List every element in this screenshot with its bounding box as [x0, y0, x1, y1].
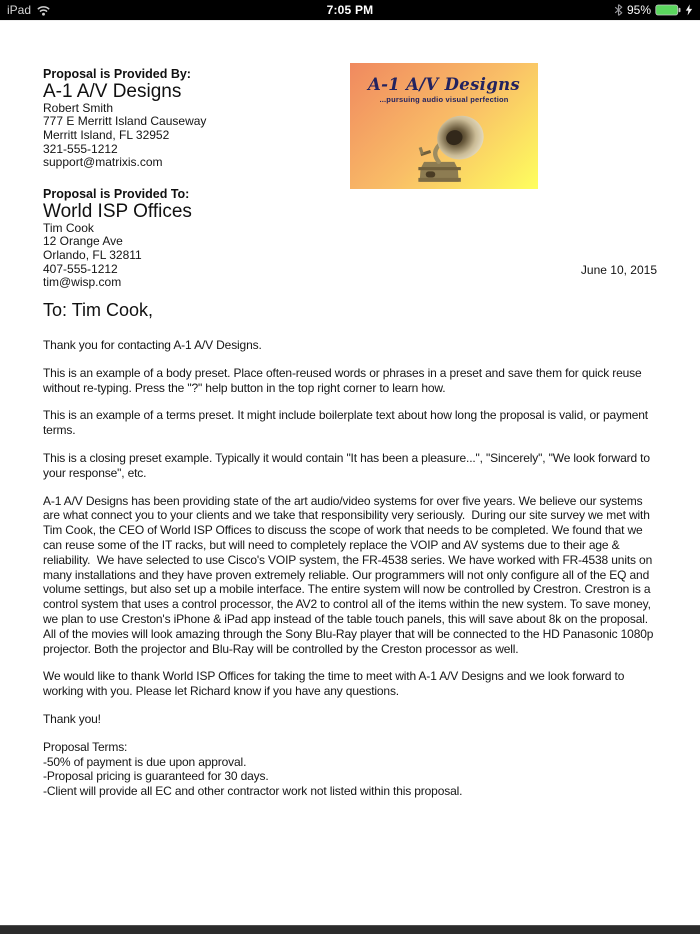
bluetooth-icon [614, 4, 623, 16]
paragraph: A-1 A/V Designs has been providing state of the art audio/video systems for over five years. We believe our systems are what connect you to your clients and we take that responsibility very seriously. During our site survey we met with Tim Cook, the CEO of World ISP Offices to discuss the scope of work that needs to be completed. We found that we can reuse some of the IT racks, but will need to completely replace the VOIP and AV systems due to their age & reliability. We have selected to use Cisco's VOIP system, the FR-4538 series. We have worked with FR-4538 units on many installations and they have proven extremely reliable. Our programmers will not only configure all of the EQ and volume settings, but also set up a mobile interface. The entire system will now be controlled by Crestron. Crestron is a control system that uses a control processor, the AV2 to control all of the items within the new system. To save money, we plan to use Creston's iPhone & iPad app instead of the table touch panels, this will save about 8k on the proposal. All of the movies will look amazing through the Sony Blu-Ray player that will be connected to the HD Panasonic 1080p projector. Both the projector and Blu-Ray will be controlled by the Creston processor as well. [43, 493, 657, 656]
recipient-company-name: World ISP Offices [43, 200, 192, 222]
recipient-label: Proposal is Provided To: [43, 187, 190, 201]
address-line: Orlando, FL 32811 [43, 247, 142, 262]
paragraph: Thank you! [43, 711, 101, 726]
recipient-block [43, 188, 192, 290]
letter-paragraphs [43, 338, 660, 727]
terms-item: -50% of payment is due upon approval. [43, 754, 247, 769]
wifi-icon [36, 5, 51, 16]
bottom-bar [0, 925, 700, 934]
logo-tagline: ...pursuing audio visual perfection [379, 95, 509, 104]
status-bar [0, 0, 700, 20]
terms-list [43, 755, 660, 799]
address-line: Merritt Island, FL 32952 [43, 127, 170, 142]
recipient-address [43, 222, 192, 291]
paragraph: Thank you for contacting A-1 A/V Designs. [43, 338, 262, 352]
provider-address [43, 102, 206, 171]
device-label: iPad [7, 3, 32, 17]
address-line: Tim Cook [43, 220, 94, 235]
proposal-document[interactable] [0, 20, 700, 925]
terms-heading: Proposal Terms: [43, 739, 128, 754]
address-line: tim@wisp.com [43, 275, 122, 290]
salutation: To: Tim Cook, [43, 300, 154, 320]
terms-item: -Proposal pricing is guaranteed for 30 days. [43, 769, 269, 784]
address-line: 407-555-1212 [43, 261, 118, 276]
company-logo [350, 63, 538, 189]
letter-body [43, 338, 660, 799]
paragraph: This is an example of a terms preset. It might include boilerplate text about how long the proposal is valid, or payment terms. [43, 408, 652, 438]
terms-item: -Client will provide all EC and other contractor work not listed within this proposal. [43, 784, 463, 799]
proposal-terms [43, 740, 660, 799]
paragraph: This is an example of a body preset. Place often-reused words or phrases in a preset and save them for quick reuse without re-typing. Press the "?" help button in the top right corner to learn how. [43, 365, 645, 395]
status-bar-clock: 7:05 PM [326, 3, 374, 17]
provider-company-name: A-1 A/V Designs [43, 80, 182, 102]
address-line: support@matrixis.com [43, 155, 163, 170]
status-bar-right [543, 3, 693, 17]
charging-bolt-icon [685, 4, 693, 16]
proposal-date: June 10, 2015 [580, 263, 657, 277]
battery-icon [655, 4, 681, 16]
provider-label: Proposal is Provided By: [43, 67, 191, 81]
address-line: Robert Smith [43, 100, 114, 115]
address-line: 321-555-1212 [43, 141, 118, 156]
provider-block [43, 68, 206, 170]
gramophone-icon [406, 109, 494, 187]
logo-title: A-1 A/V Designs [368, 75, 520, 94]
paragraph: This is a closing preset example. Typically it would contain "It has been a pleasure...", "Sincerely", "We look forward to your response", etc. [43, 450, 654, 480]
battery-percent: 95% [626, 3, 651, 17]
status-bar-left [7, 3, 157, 17]
paragraph: We would like to thank World ISP Offices for taking the time to meet with A-1 A/V Designs and we look forward to working with you. Please let Richard know if you have any questions. [43, 669, 628, 699]
address-line: 12 Orange Ave [43, 234, 123, 249]
address-line: 777 E Merritt Island Causeway [43, 114, 207, 129]
